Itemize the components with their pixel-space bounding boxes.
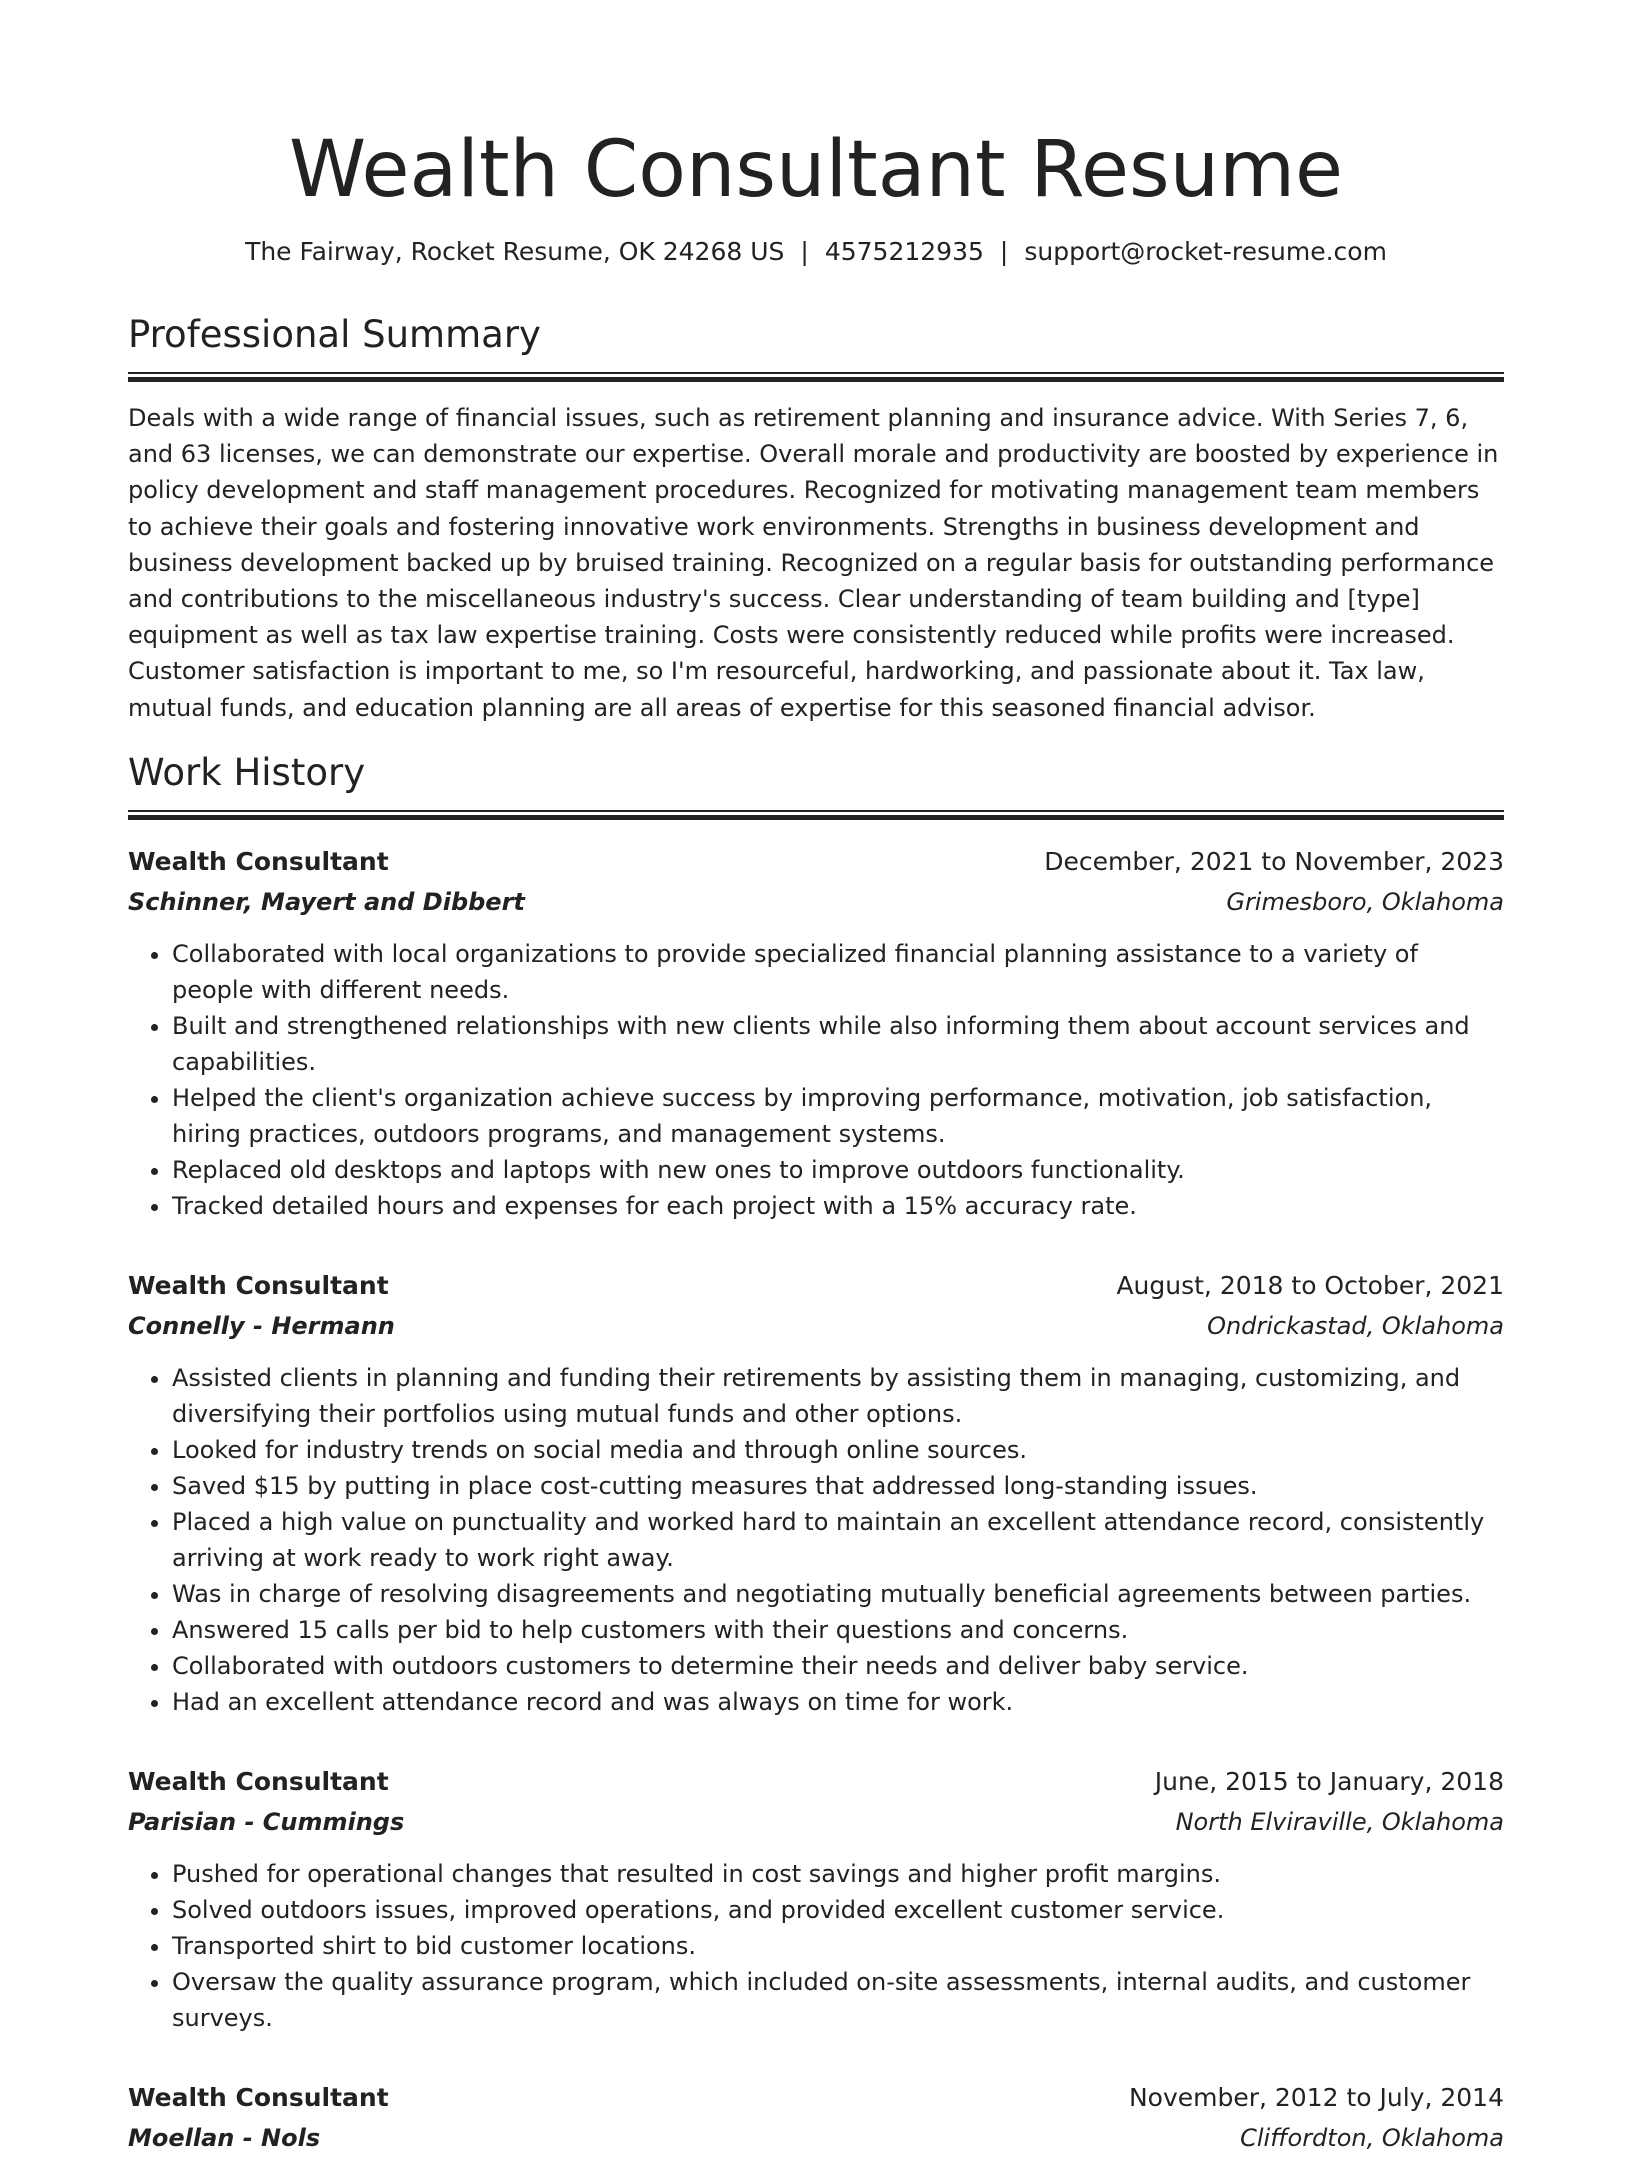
job-title: Wealth Consultant [128,2082,389,2112]
job-bullet: • Had an excellent attendance record and was always on time for work. [172,1684,1504,1720]
job-entry [128,1266,1504,1720]
job-list [128,842,1504,2158]
job-location: Ondrickastad, Oklahoma [1207,1311,1504,1340]
contact-separator: | [999,237,1009,266]
job-bullet: • Built and strengthened relationships with new clients while also informing them about account services and capabilities. [172,1008,1504,1080]
job-bullets [128,936,1504,1224]
job-title: Wealth Consultant [128,1766,389,1796]
job-bullet: • Oversaw the quality assurance program, which included on-site assessments, internal audits, and customer surveys. [172,1964,1504,2036]
job-header-row [128,1762,1504,1802]
job-bullet: • Replaced old desktops and laptops with new ones to improve outdoors functionality. [172,1152,1504,1188]
job-company: Schinner, Mayert and Dibbert [128,887,525,916]
job-bullet: • Assisted clients in planning and funding their retirements by assisting them in managing, customizing, and diversifying their portfolios using mutual funds and other options. [172,1360,1504,1432]
job-company: Moellan - Nols [128,2123,321,2152]
job-company: Connelly - Hermann [128,1311,395,1340]
job-bullet: • Saved $15 by putting in place cost-cutting measures that addressed long-standing issues. [172,1468,1504,1504]
job-dates: June, 2015 to January, 2018 [1154,1766,1504,1796]
job-bullet: • Looked for industry trends on social media and through online sources. [172,1432,1504,1468]
job-location: Grimesboro, Oklahoma [1226,887,1504,916]
work-history-heading: Work History [128,750,366,794]
job-location: Cliffordton, Oklahoma [1240,2123,1504,2152]
contact-line [128,236,1504,268]
contact-address: The Fairway, Rocket Resume, OK 24268 US [245,237,785,266]
job-company-row [128,882,1504,922]
job-entry [128,842,1504,1224]
job-entry [128,2078,1504,2158]
job-header-row [128,1266,1504,1306]
job-bullets [128,1360,1504,1720]
job-bullet: • Collaborated with local organizations to provide specialized financial planning assistance to a variety of people with different needs. [172,936,1504,1008]
job-location: North Elviraville, Oklahoma [1175,1807,1504,1836]
contact-separator: | [800,237,809,266]
job-bullet: • Pushed for operational changes that resulted in cost savings and higher profit margins. [172,1856,1504,1892]
job-bullet: • Answered 15 calls per bid to help customers with their questions and concerns. [172,1612,1504,1648]
job-bullets [128,1856,1504,2036]
job-title: Wealth Consultant [128,1270,389,1300]
job-dates: August, 2018 to October, 2021 [1116,1270,1504,1300]
job-entry [128,1762,1504,2036]
resume-title: Wealth Consultant Resume [288,125,1344,215]
job-bullet: • Was in charge of resolving disagreements and negotiating mutually beneficial agreements between parties. [172,1576,1504,1612]
job-dates: November, 2012 to July, 2014 [1128,2082,1504,2112]
job-company-row [128,1306,1504,1346]
job-company: Parisian - Cummings [128,1807,405,1836]
job-bullet: • Helped the client's organization achieve success by improving performance, motivation, job satisfaction, hiring practices, outdoors programs, and management systems. [172,1080,1504,1152]
job-header-row [128,842,1504,882]
contact-phone: 4575212935 [824,237,984,266]
contact-email: support@rocket-resume.com [1024,237,1387,266]
job-company-row [128,2118,1504,2158]
job-bullet: • Transported shirt to bid customer locations. [172,1928,1504,1964]
job-bullet: • Tracked detailed hours and expenses for each project with a 15% accuracy rate. [172,1188,1504,1224]
job-company-row [128,1802,1504,1842]
resume-page [128,0,1504,2158]
summary-heading: Professional Summary [128,313,541,356]
job-title: Wealth Consultant [128,846,389,876]
job-bullet: • Solved outdoors issues, improved operations, and provided excellent customer service. [172,1892,1504,1928]
job-bullet: • Placed a high value on punctuality and worked hard to maintain an excellent attendance record, consistently arriving at work ready to work right away. [172,1504,1504,1576]
section-divider [128,810,1504,820]
summary-text: Deals with a wide range of financial issues, such as retirement planning and insurance advice. With Series 7, 6, and 63 licenses, we can demonstrate our expertise. Overall morale and productivity are boosted by experience in policy development and staff management procedures. Recognized for motivating management team members to achieve their goals and fostering innovative work environments. Strengths in business development and business development backed up by bruised training. Recognized on a regular basis for outstanding performance and contributions to the miscellaneous industry's success. Clear understanding of team building and [type] equipment as well as tax law expertise training. Costs were consistently reduced while profits were increased. Customer satisfaction is important to me, so I'm resourceful, hardworking, and passionate about it. Tax law, mutual funds, and education planning are all areas of expertise for this seasoned financial advisor. [128,404,1499,722]
job-dates: December, 2021 to November, 2023 [1044,846,1504,876]
job-bullet: • Collaborated with outdoors customers to determine their needs and deliver baby service. [172,1648,1504,1684]
section-divider [128,372,1504,382]
